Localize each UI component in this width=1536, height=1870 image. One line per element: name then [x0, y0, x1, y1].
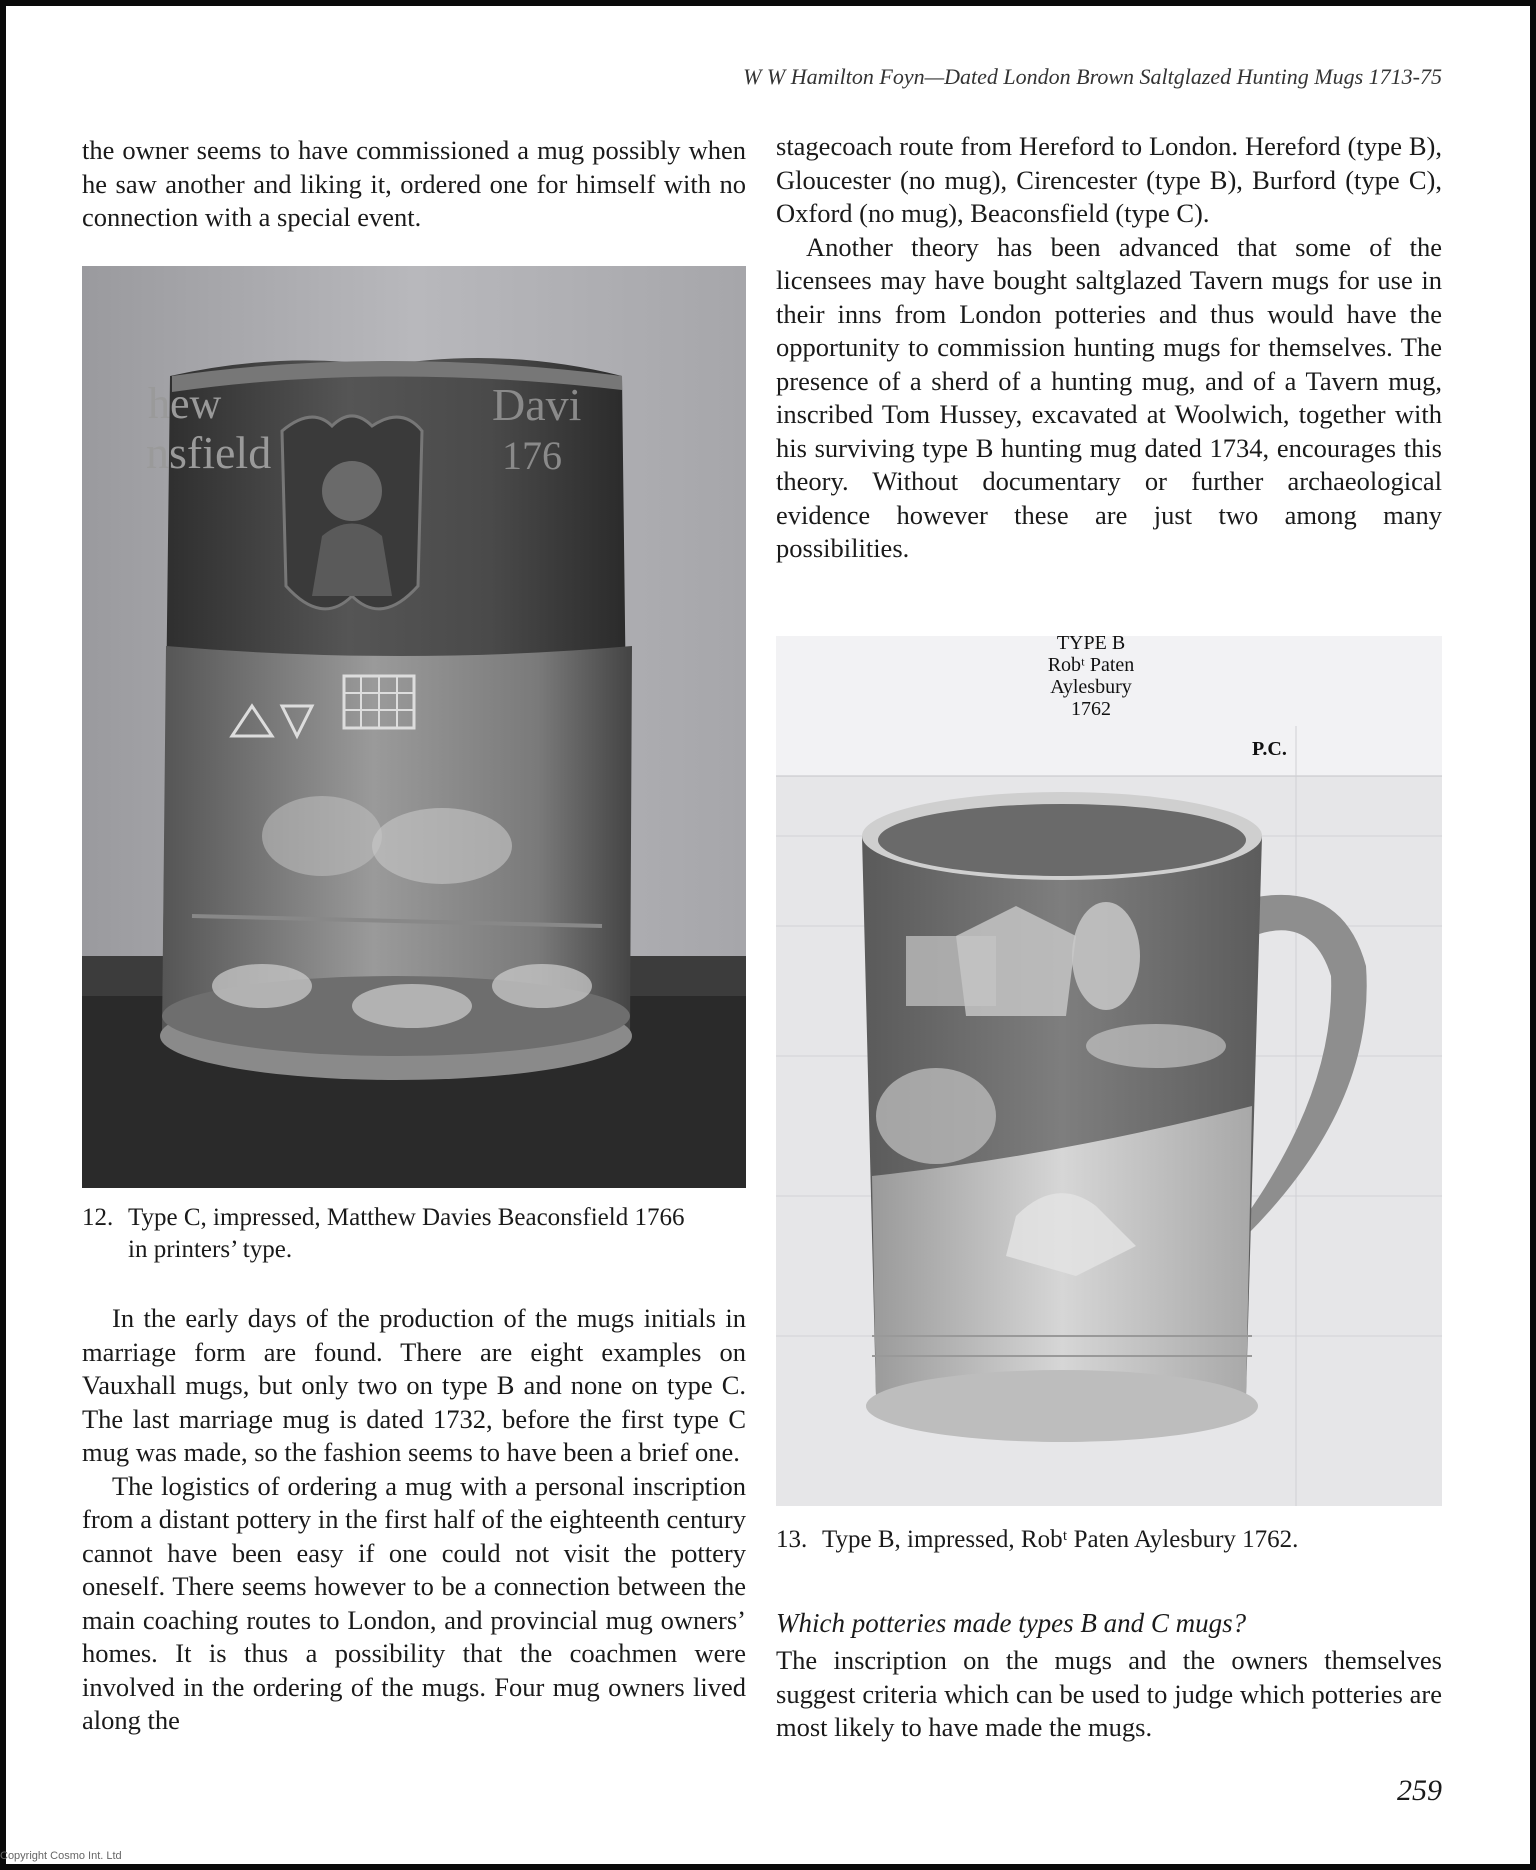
label-line: Robᵗ Paten	[1047, 654, 1135, 676]
caption-text: Type B, impressed, Robᵗ Paten Aylesbury 1762.	[822, 1526, 1299, 1553]
figure-12-caption	[82, 1202, 746, 1266]
figure-12-photo	[82, 266, 746, 1188]
figure-13-label	[986, 636, 1196, 720]
right-column-top	[776, 130, 1442, 566]
paragraph: In the early days of the production of the mugs initials in marriage form are found. There are eight examples on Vauxhall mugs, but only two on type B and none on type C. The last marriage mug is dated 1732, before the first type C mug was made, so the fashion seems to have been a brief one.	[82, 1303, 746, 1467]
mug-inscription-right-2: 176	[502, 433, 562, 478]
label-line: Aylesbury	[1050, 676, 1132, 698]
left-column-bottom	[82, 1302, 746, 1738]
figure-13-caption	[776, 1524, 1442, 1556]
paragraph: The inscription on the mugs and the owners themselves suggest criteria which can be used to judge which potteries are most likely to have made the mugs.	[776, 1645, 1442, 1742]
label-line: 1762	[1071, 698, 1111, 720]
figure-13-photo	[776, 636, 1442, 1506]
section-heading: Which potteries made types B and C mugs?	[776, 1608, 1247, 1638]
figure-number: 13.	[776, 1526, 808, 1553]
right-column-bottom	[776, 1644, 1442, 1745]
paragraph: the owner seems to have commissioned a mug possibly when he saw another and liking it, ordered one for himself with no connection with a special event.	[82, 135, 746, 232]
paragraph: The logistics of ordering a mug with a personal inscription from a distant pottery in the first half of the eighteenth century cannot have been easy if one could not visit the pottery oneself. There seems however to be a connection between the main coaching routes to London, and provincial mug owners’ homes. It is thus a possibility that the coachmen were involved in the ordering of the mugs. Four mug owners lived along the	[82, 1470, 746, 1735]
label-line: TYPE B	[1056, 636, 1126, 654]
left-column-top	[82, 134, 746, 235]
caption-text: in printers’ type.	[128, 1236, 293, 1263]
figure-number: 12.	[82, 1204, 114, 1231]
page-number: 259	[1397, 1774, 1442, 1807]
mug-inscription-left-2: nsfield	[146, 427, 272, 478]
journal-page	[6, 6, 1530, 1864]
figure-13-pc-label: P.C.	[1252, 738, 1287, 760]
caption-text: Type C, impressed, Matthew Davies Beaconsfield 1766	[128, 1204, 685, 1231]
running-head: W W Hamilton Foyn—Dated London Brown Saltglazed Hunting Mugs 1713-75	[743, 64, 1442, 89]
copyright-notice: Copyright Cosmo Int. Ltd	[0, 1850, 122, 1862]
mug-inscription-right-1: Davi	[492, 379, 582, 430]
paragraph: stagecoach route from Hereford to London. Hereford (type B), Gloucester (no mug), Cirencester (type B), Burford (type C), Oxford (no mug), Beaconsfield (type C).	[776, 131, 1442, 228]
paragraph: Another theory has been advanced that some of the licensees may have bought saltglazed Tavern mugs for use in their inns from London potteries and thus would have the opportunity to commission hunting mugs for themselves. The presence of a sherd of a hunting mug, and of a Tavern mug, inscribed Tom Hussey, excavated at Woolwich, together with his surviving type B hunting mug dated 1734, encourages this theory. Without documentary or further archaeological evidence however these are just two among many possibilities.	[776, 231, 1442, 563]
mug-inscription-left-1: hew	[148, 379, 222, 428]
